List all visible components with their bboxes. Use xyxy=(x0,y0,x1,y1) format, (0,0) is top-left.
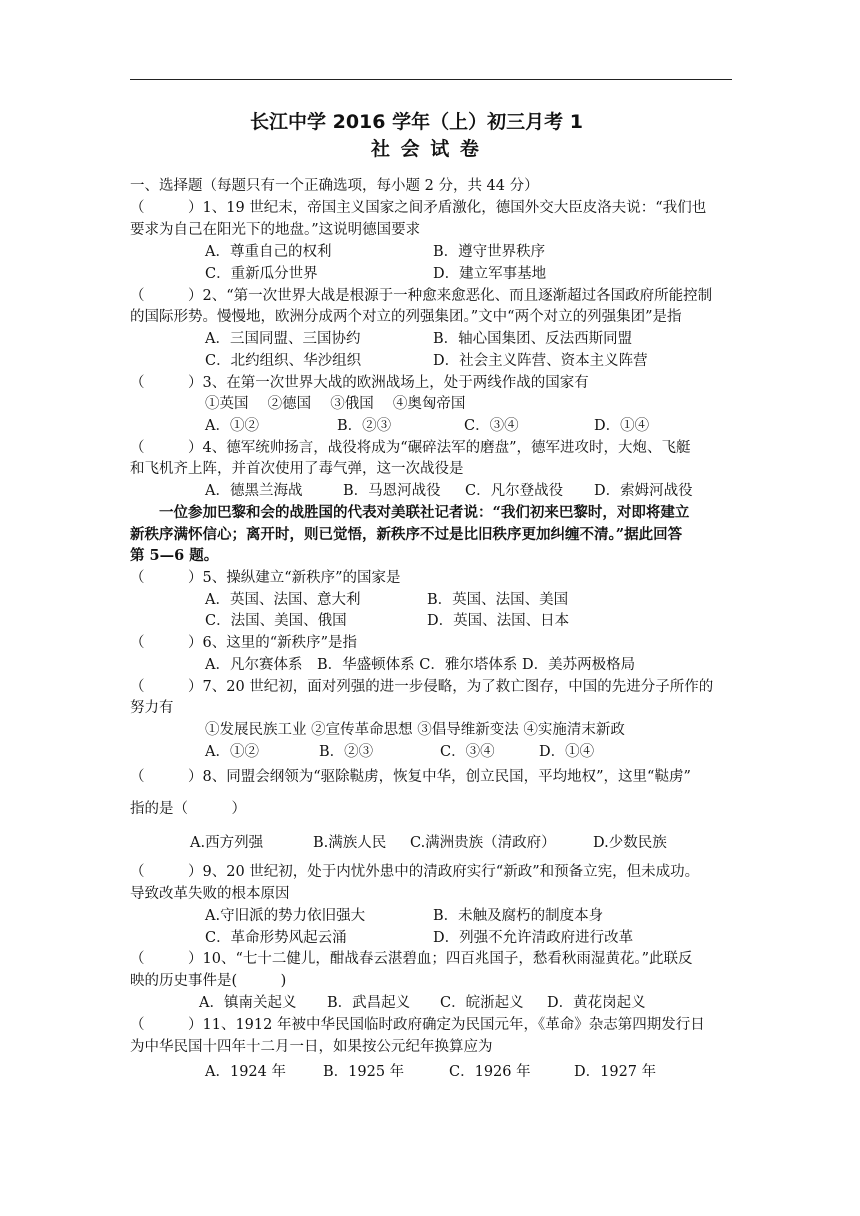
q11-option-c: C．1926 年 xyxy=(449,1064,531,1080)
q7-items: ①发展民族工业 ②宣传革命思想 ③倡导维新变法 ④实施清末新政 xyxy=(205,722,625,738)
q2-stem-line1: （ ）2、“第一次世界大战是根源于一种愈来愈恶化、而且逐渐超过各国政府所能控制 xyxy=(130,288,713,304)
q10-stem-line2: 映的历史事件是( ) xyxy=(130,973,287,989)
q11-stem-line1: （ ）11、1912 年被中华民国临时政府确定为民国元年，《革命》杂志第四期发行日 xyxy=(130,1017,705,1033)
q6-stem: （ ）6、这里的“新秩序”是指 xyxy=(130,635,358,651)
q5-option-d: D．英国、法国、日本 xyxy=(427,613,570,629)
q2-option-c: C．北约组织、华沙组织 xyxy=(205,353,362,369)
q11-option-a: A．1924 年 xyxy=(205,1064,286,1080)
q4-option-b: B．马恩河战役 xyxy=(343,483,441,499)
q3-items: ①英国 ②德国 ③俄国 ④奥匈帝国 xyxy=(205,396,466,412)
q1-option-a: A．尊重自己的权利 xyxy=(205,244,332,260)
q3-option-d: D．①④ xyxy=(594,418,650,434)
q9-option-a: A.守旧派的势力依旧强大 xyxy=(205,908,366,924)
q3-option-c: C．③④ xyxy=(464,418,519,434)
q4-stem-line1: （ ）4、德军统帅扬言，战役将成为“碾碎法军的磨盘”，德军进攻时，大炮、飞艇 xyxy=(130,440,691,456)
q7-stem-line2: 努力有 xyxy=(130,700,174,716)
q8-option-a: A.西方列强 xyxy=(190,835,264,851)
material-line3: 第 5—6 题。 xyxy=(130,547,219,564)
q10-stem-line1: （ ）10、“七十二健儿，酣战春云湛碧血；四百兆国子，愁看秋雨湿黄花。”此联反 xyxy=(130,951,693,967)
q5-option-c: C．法国、美国、俄国 xyxy=(205,613,347,629)
q8-stem-line1: （ ）8、同盟会纲领为“驱除鞑虏，恢复中华，创立民国，平均地权”，这里“鞑虏” xyxy=(130,769,691,785)
header-rule xyxy=(130,79,732,80)
q10-option-d: D．黄花岗起义 xyxy=(547,995,646,1011)
q4-option-a: A．德黑兰海战 xyxy=(205,483,303,499)
q10-option-c: C．皖浙起义 xyxy=(440,995,524,1011)
q3-option-a: A．①② xyxy=(205,418,259,434)
q5-stem: （ ）5、操纵建立“新秩序”的国家是 xyxy=(130,570,401,586)
q8-option-b: B.满族人民 xyxy=(313,835,387,851)
q9-option-b: B．未触及腐朽的制度本身 xyxy=(433,908,604,924)
q8-stem-line2: 指的是（ ） xyxy=(130,801,246,817)
q9-stem-line1: （ ）9、20 世纪初，处于内忧外患中的清政府实行“新政”和预备立宪，但未成功。 xyxy=(130,864,700,880)
q10-option-b: B．武昌起义 xyxy=(327,995,411,1011)
q4-stem-line2: 和飞机齐上阵，并首次使用了毒气弹，这一次战役是 xyxy=(130,461,464,477)
q1-option-c: C．重新瓜分世界 xyxy=(205,266,318,282)
q8-option-c: C.满洲贵族（清政府） xyxy=(410,835,556,851)
q3-option-b: B．②③ xyxy=(337,418,392,434)
q7-option-d: D．①④ xyxy=(539,744,595,760)
section-heading: 一、选择题（每题只有一个正确选项，每小题 2 分，共 44 分） xyxy=(130,178,539,194)
q7-option-a: A．①② xyxy=(205,744,259,760)
q2-option-b: B．轴心国集团、反法西斯同盟 xyxy=(433,331,633,347)
q9-stem-line2: 导致改革失败的根本原因 xyxy=(130,886,290,902)
q10-option-a: A．镇南关起义 xyxy=(199,995,297,1011)
q2-option-a: A．三国同盟、三国协约 xyxy=(205,331,361,347)
q7-option-b: B．②③ xyxy=(319,744,374,760)
material-line2: 新秩序满怀信心；离开时，则已觉悟，新秩序不过是比旧秩序更加纠缠不清。”据此回答 xyxy=(130,526,683,543)
q4-option-c: C．凡尔登战役 xyxy=(465,483,564,499)
q5-option-b: B．英国、法国、美国 xyxy=(427,592,569,608)
q7-option-c: C．③④ xyxy=(440,744,495,760)
q2-option-d: D．社会主义阵营、资本主义阵营 xyxy=(433,353,648,369)
exam-title: 长江中学 2016 学年（上）初三月考 1 xyxy=(250,111,583,133)
q2-stem-line2: 的国际形势。慢慢地，欧洲分成两个对立的列强集团。”文中“两个对立的列强集团”是指 xyxy=(130,309,682,325)
q9-option-c: C．革命形势风起云涌 xyxy=(205,930,347,946)
q3-stem: （ ）3、在第一次世界大战的欧洲战场上，处于两线作战的国家有 xyxy=(130,375,589,391)
q7-stem-line1: （ ）7、20 世纪初，面对列强的进一步侵略，为了救亡图存，中国的先进分子所作的 xyxy=(130,679,714,695)
q4-option-d: D．索姆河战役 xyxy=(594,483,693,499)
q1-option-d: D．建立军事基地 xyxy=(433,266,547,282)
q11-stem-line2: 为中华民国十四年十二月一日，如果按公元纪年换算应为 xyxy=(130,1039,493,1055)
exam-subtitle: 社 会 试 卷 xyxy=(371,138,481,160)
q1-stem-line2: 要求为自己在阳光下的地盘。”这说明德国要求 xyxy=(130,222,421,238)
q9-option-d: D．列强不允许清政府进行改革 xyxy=(433,930,634,946)
q11-option-b: B．1925 年 xyxy=(323,1064,405,1080)
q11-option-d: D．1927 年 xyxy=(574,1064,657,1080)
q8-option-d: D.少数民族 xyxy=(593,835,667,851)
q6-options: A．凡尔赛体系 B．华盛顿体系 C．雅尔塔体系 D．美苏两极格局 xyxy=(205,657,636,673)
q1-option-b: B．遵守世界秩序 xyxy=(433,244,546,260)
material-line1: 一位参加巴黎和会的战胜国的代表对美联社记者说：“我们初来巴黎时，对即将建立 xyxy=(159,504,690,521)
q1-stem-line1: （ ）1、19 世纪末，帝国主义国家之间矛盾激化，德国外交大臣皮洛夫说：“我们也 xyxy=(130,200,707,216)
q5-option-a: A．英国、法国、意大利 xyxy=(205,592,361,608)
